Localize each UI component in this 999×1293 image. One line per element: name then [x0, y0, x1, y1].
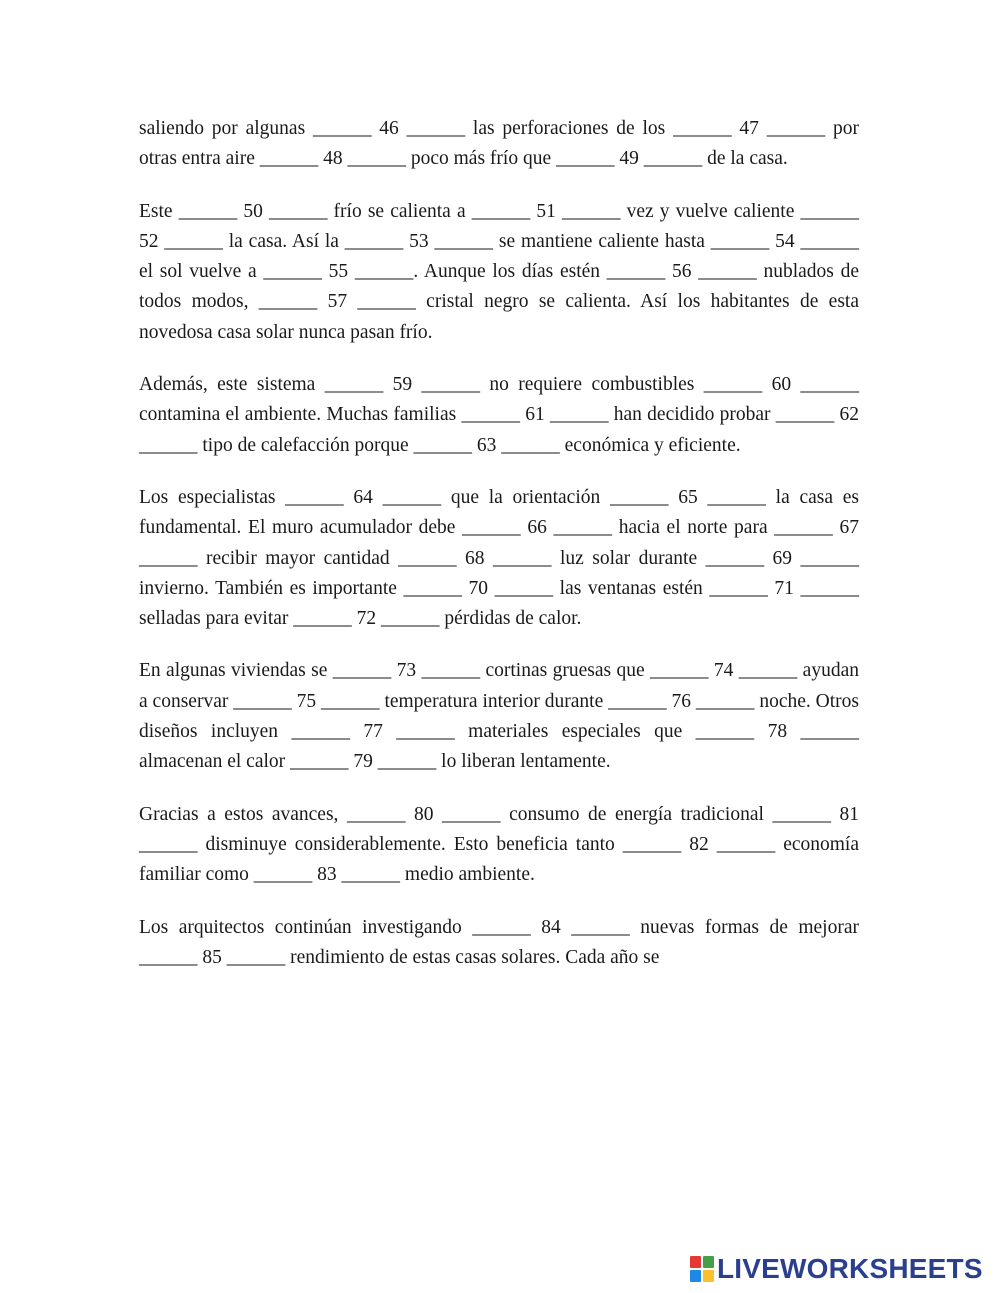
paragraph-1: saliendo por algunas ______ 46 ______ las perforaciones de los ______ 47 ______ por otras entra aire ______ 48 ______ poco más frío que ______ 49 ______ de la casa.: [139, 118, 859, 170]
paragraph-7: Los arquitectos continúan investigando ______ 84 ______ nuevas formas de mejorar ______ 85 ______ rendimiento de estas casas solares. Cada año se: [139, 916, 859, 968]
paragraph-3: Además, este sistema ______ 59 ______ no requiere combustibles ______ 60 ______ contamina el ambiente. Muchas familias ______ 61 ______ han decidido probar ______ 62 ______ tipo de calefacción porque ______ 63 ______ económica y eficiente.: [139, 374, 859, 456]
paragraph-4: Los especialistas ______ 64 ______ que la orientación ______ 65 ______ la casa es fundamental. El muro acumulador debe ______ 66 ______ hacia el norte para ______ 67 ______ recibir mayor cantidad ______ 68 ______ luz solar durante ______ 69 ______ invierno. También es importante ______ 70 ______ las ventanas estén ______ 71 ______ selladas para evitar ______ 72 ______ pérdidas de calor.: [139, 486, 859, 630]
paragraph-5: En algunas viviendas se ______ 73 ______ cortinas gruesas que ______ 74 ______ ayudan a conservar ______ 75 ______ temperatura interior durante ______ 76 ______ noche. Otros diseños incluyen ______ 77 ______ materiales especiales que ______ 78 ______ almacenan el calor ______ 79 ______ lo liberan lentamente.: [139, 660, 859, 773]
logo-text: LIVEWORKSHEETS: [717, 1253, 983, 1284]
liveworksheets-logo: [690, 1252, 983, 1286]
logo-mark-square-3: [690, 1270, 701, 1282]
logo-mark-square-2: [703, 1256, 714, 1268]
worksheet-text: [139, 114, 859, 995]
logo-mark-icon: [690, 1256, 714, 1282]
paragraph-6: Gracias a estos avances, ______ 80 ______ consumo de energía tradicional ______ 81 ______ disminuye considerablemente. Esto beneficia tanto ______ 82 ______ economía familiar como ______ 83 ______ medio ambiente.: [139, 803, 859, 886]
logo-mark-square-1: [690, 1256, 701, 1268]
logo-mark-square-4: [703, 1270, 714, 1282]
paragraph-2: Este ______ 50 ______ frío se calienta a ______ 51 ______ vez y vuelve caliente ______ 52 ______ la casa. Así la ______ 53 ______ se mantiene caliente hasta ______ 54 ______ el sol vuelve a ______ 55 ______. Aunque los días estén ______ 56 ______ nublados de todos modos, ______ 57 ______ cristal negro se calienta. Así los habitantes de esta novedosa casa solar nunca pasan frío.: [139, 200, 859, 343]
